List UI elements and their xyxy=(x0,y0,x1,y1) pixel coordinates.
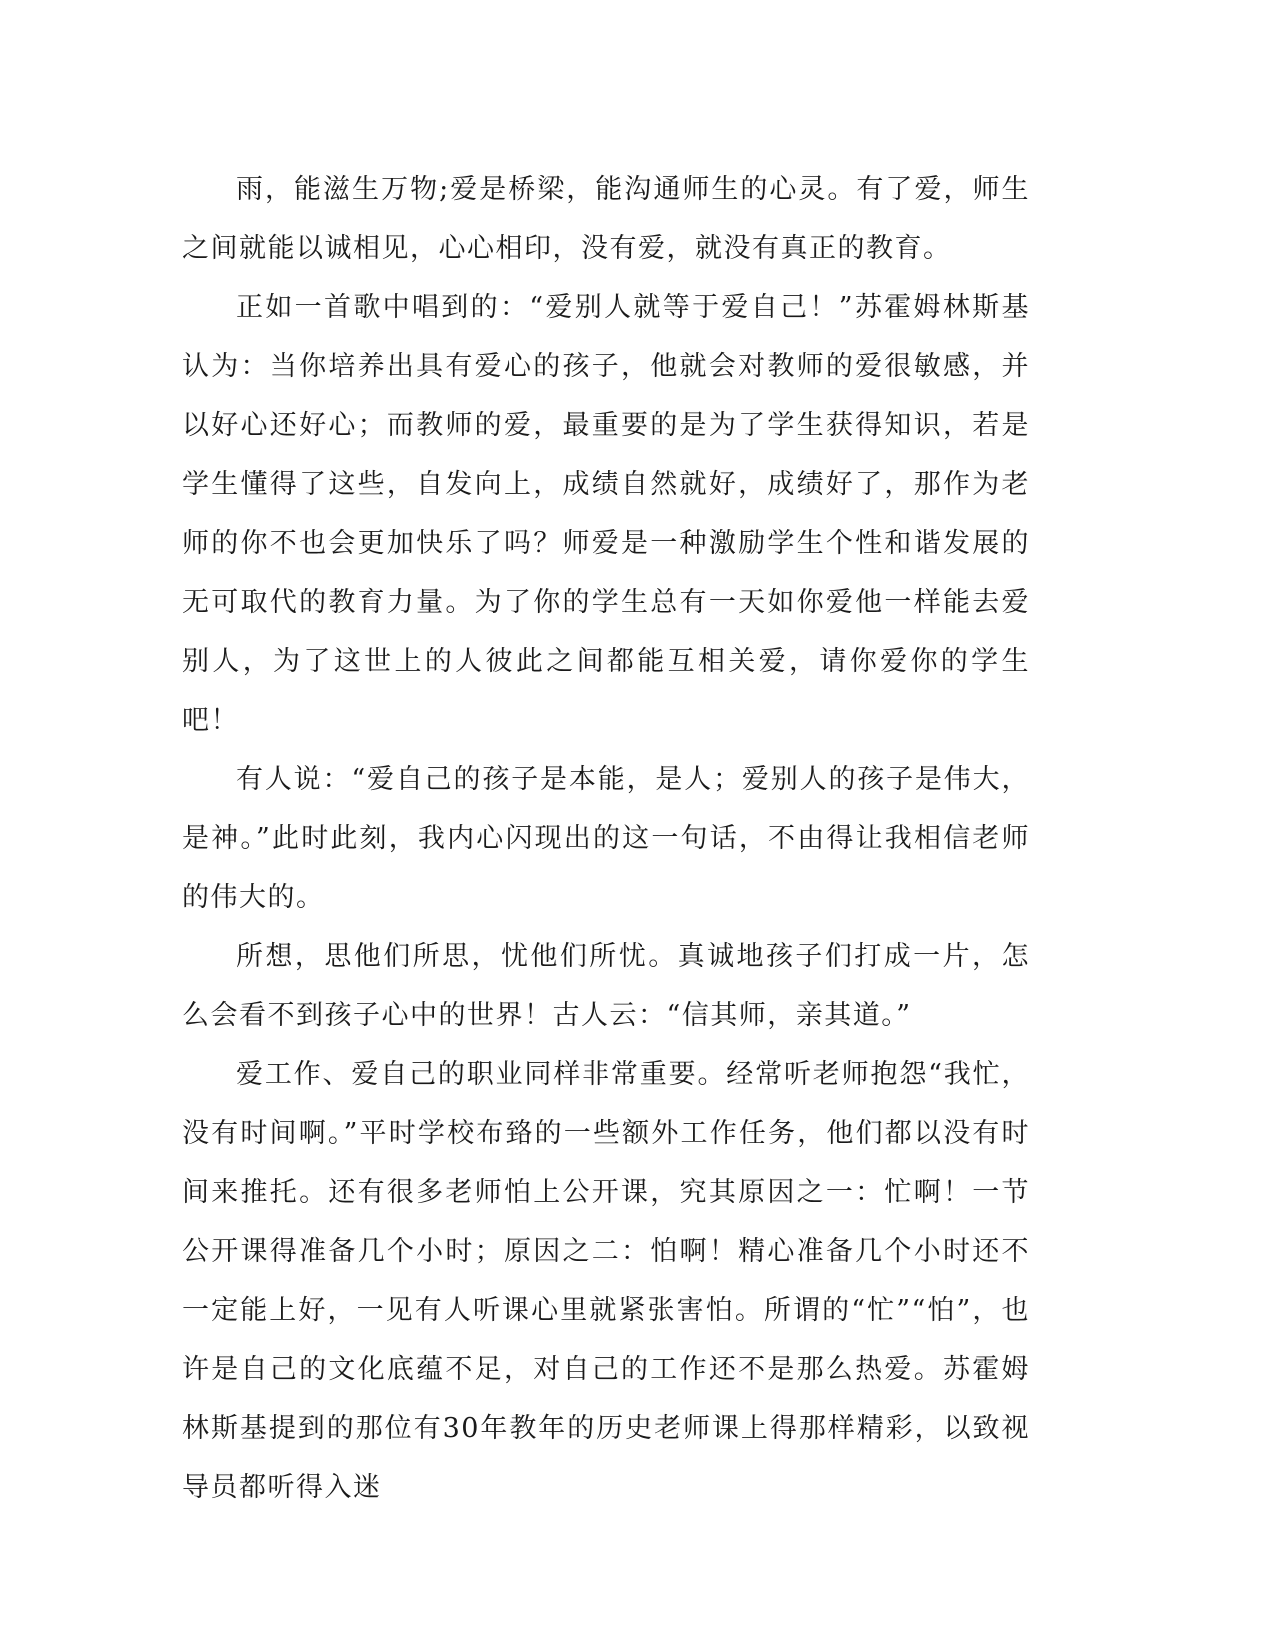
paragraph-4: 所想，思他们所思，忧他们所忧。真诚地孩子们打成一片，怎么会看不到孩子心中的世界！古人云：“信其师，亲其道。” xyxy=(182,941,1030,1031)
paragraph-5: 爱工作、爱自己的职业同样非常重要。经常听老师抱怨“我忙，没有时间啊。”平时学校布臵的一些额外工作任务，他们都以没有时间来推托。还有很多老师怕上公开课，究其原因之一：忙啊！一节公开课得准备几个小时；原因之二：怕啊！精心准备几个小时还不一定能上好，一见有人听课心里就紧张害怕。所谓的“忙”“怕”，也许是自己的文化底蕴不足，对自己的工作还不是那么热爱。苏霍姆林斯基提到的那位有30年教年的历史老师课上得那样精彩，以致视导员都听得入迷 xyxy=(182,1059,1030,1503)
paragraph-2: 正如一首歌中唱到的：“爱别人就等于爱自己！”苏霍姆林斯基认为：当你培养出具有爱心的孩子，他就会对教师的爱很敏感，并以好心还好心；而教师的爱，最重要的是为了学生获得知识，若是学生懂得了这些，自发向上，成绩自然就好，成绩好了，那作为老师的你不也会更加快乐了吗？师爱是一种激励学生个性和谐发展的无可取代的教育力量。为了你的学生总有一天如你爱他一样能去爱别人，为了这世上的人彼此之间都能互相关爱，请你爱你的学生吧！ xyxy=(182,292,1030,736)
document-body xyxy=(182,160,1030,1517)
paragraph-1: 雨，能滋生万物;爱是桥梁，能沟通师生的心灵。有了爱，师生之间就能以诚相见，心心相印，没有爱，就没有真正的教育。 xyxy=(182,174,1030,264)
paragraph-3: 有人说：“爱自己的孩子是本能，是人；爱别人的孩子是伟大，是神。”此时此刻，我内心闪现出的这一句话，不由得让我相信老师的伟大的。 xyxy=(182,764,1030,913)
